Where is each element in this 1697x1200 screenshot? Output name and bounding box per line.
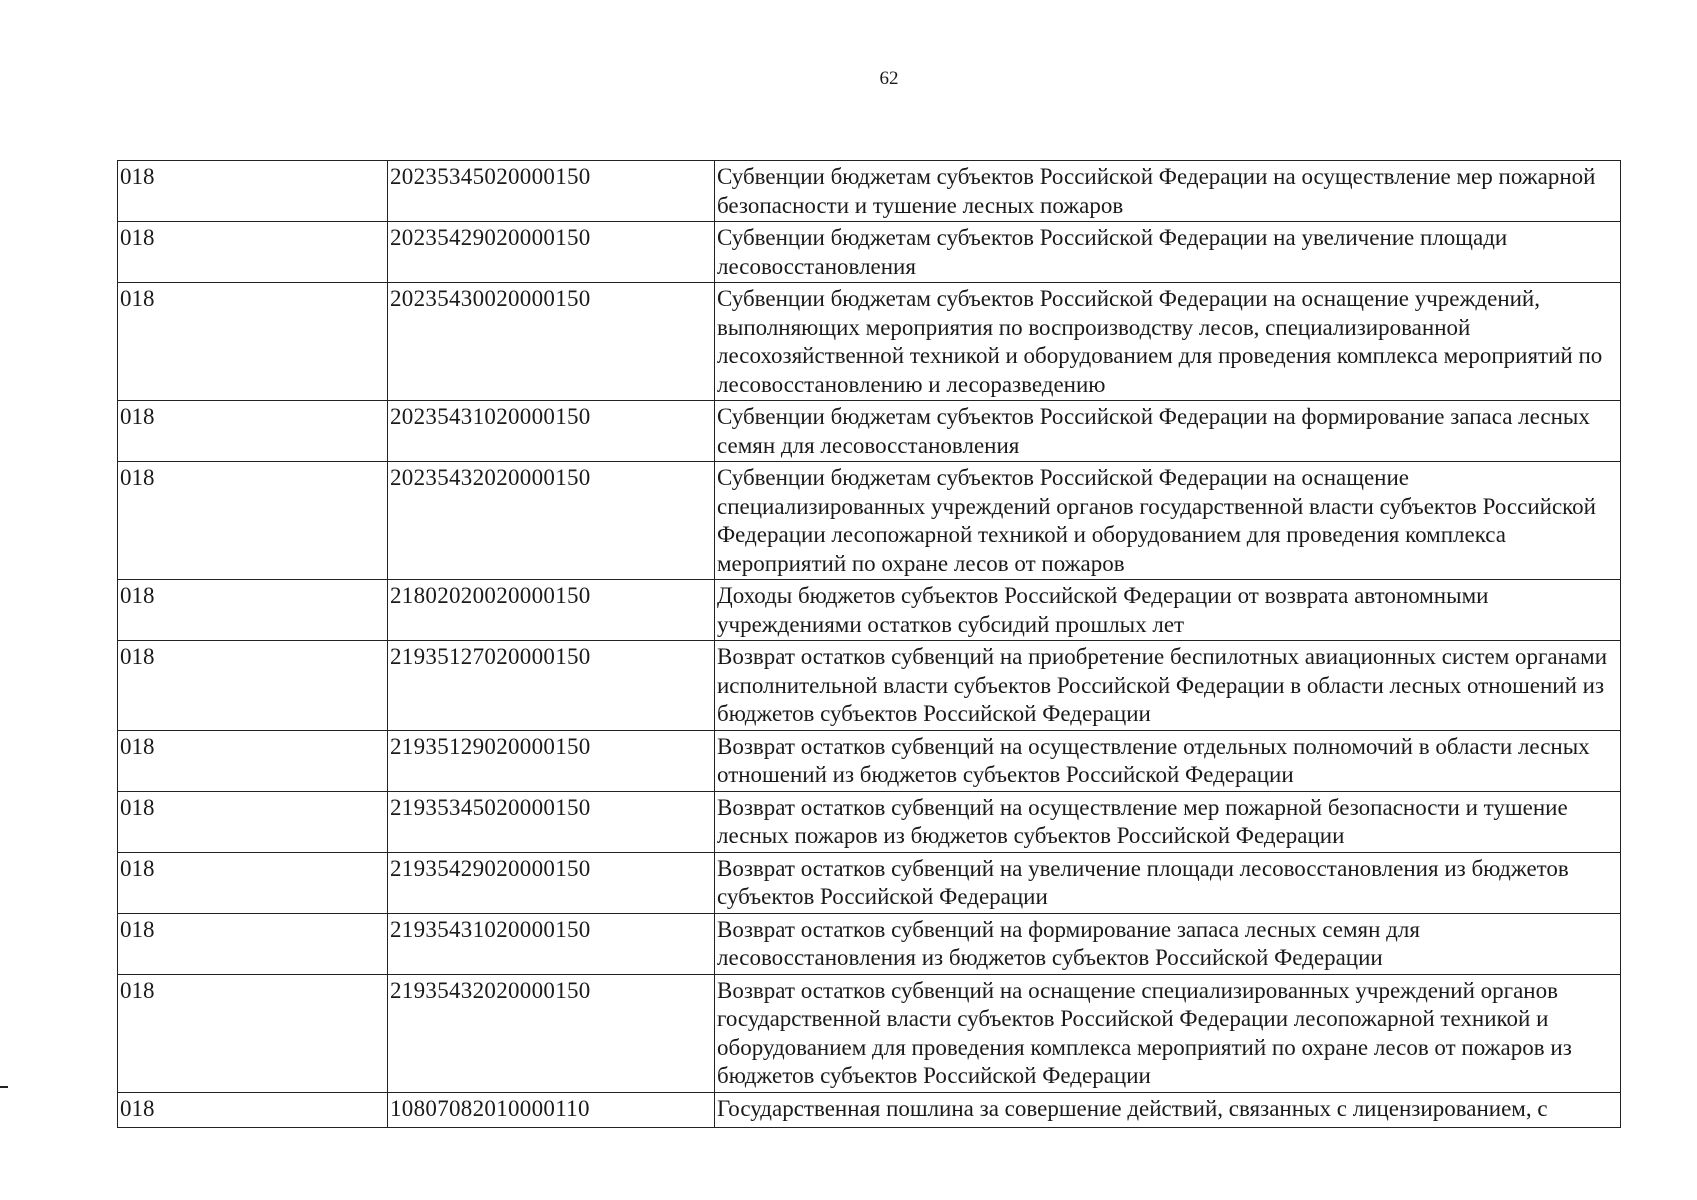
admin-code-cell: 018 <box>118 730 388 791</box>
page-number: 62 <box>879 68 899 89</box>
table-row <box>118 580 1621 641</box>
table-row <box>118 913 1621 974</box>
description-cell: Субвенции бюджетам субъектов Российской Федерации на осуществление мер пожарной безопасности и тушение лесных пожаров <box>715 161 1621 222</box>
budget-code-cell: 21935129020000150 <box>388 730 715 791</box>
table-row <box>118 730 1621 791</box>
table-row <box>118 401 1621 462</box>
table-row <box>118 1092 1621 1127</box>
description-cell: Государственная пошлина за совершение действий, связанных с лицензированием, с <box>715 1092 1621 1127</box>
admin-code-cell: 018 <box>118 913 388 974</box>
table-row <box>118 161 1621 222</box>
admin-code-cell: 018 <box>118 222 388 283</box>
description-cell: Субвенции бюджетам субъектов Российской Федерации на оснащение учреждений, выполняющих мероприятия по воспроизводству лесов, специализированной лесохозяйственной техникой и оборудованием для проведения комплекса мероприятий по лесовосстановлению и лесоразведению <box>715 283 1621 401</box>
admin-code-cell: 018 <box>118 161 388 222</box>
budget-code-cell: 21935432020000150 <box>388 974 715 1092</box>
table-row <box>118 974 1621 1092</box>
budget-code-cell: 21935127020000150 <box>388 641 715 731</box>
table-row <box>118 283 1621 401</box>
admin-code-cell: 018 <box>118 401 388 462</box>
description-cell: Субвенции бюджетам субъектов Российской Федерации на увеличение площади лесовосстановления <box>715 222 1621 283</box>
description-cell: Возврат остатков субвенций на оснащение специализированных учреждений органов государственной власти субъектов Российской Федерации лесопожарной техникой и оборудованием для проведения комплекса мероприятий по охране лесов от пожаров из бюджетов субъектов Российской Федерации <box>715 974 1621 1092</box>
budget-code-cell: 21935345020000150 <box>388 791 715 852</box>
admin-code-cell: 018 <box>118 791 388 852</box>
budget-code-cell: 21935431020000150 <box>388 913 715 974</box>
admin-code-cell: 018 <box>118 580 388 641</box>
budget-code-cell: 20235431020000150 <box>388 401 715 462</box>
admin-code-cell: 018 <box>118 641 388 731</box>
admin-code-cell: 018 <box>118 283 388 401</box>
description-cell: Возврат остатков субвенций на увеличение площади лесовосстановления из бюджетов субъектов Российской Федерации <box>715 852 1621 913</box>
description-cell: Возврат остатков субвенций на приобретение беспилотных авиационных систем органами исполнительной власти субъектов Российской Федерации в области лесных отношений из бюджетов субъектов Российской Федерации <box>715 641 1621 731</box>
description-cell: Субвенции бюджетам субъектов Российской Федерации на оснащение специализированных учреждений органов государственной власти субъектов Российской Федерации лесопожарной техникой и оборудованием для проведения комплекса мероприятий по охране лесов от пожаров <box>715 462 1621 580</box>
budget-code-cell: 20235430020000150 <box>388 283 715 401</box>
description-cell: Возврат остатков субвенций на осуществление мер пожарной безопасности и тушение лесных пожаров из бюджетов субъектов Российской Федерации <box>715 791 1621 852</box>
description-cell: Субвенции бюджетам субъектов Российской Федерации на формирование запаса лесных семян для лесовосстановления <box>715 401 1621 462</box>
budget-code-cell: 20235432020000150 <box>388 462 715 580</box>
description-cell: Возврат остатков субвенций на осуществление отдельных полномочий в области лесных отношений из бюджетов субъектов Российской Федерации <box>715 730 1621 791</box>
budget-code-cell: 10807082010000110 <box>388 1092 715 1127</box>
budget-code-cell: 20235429020000150 <box>388 222 715 283</box>
budget-code-cell: 21802020020000150 <box>388 580 715 641</box>
table-row <box>118 641 1621 731</box>
admin-code-cell: 018 <box>118 462 388 580</box>
description-cell: Возврат остатков субвенций на формирование запаса лесных семян для лесовосстановления из бюджетов субъектов Российской Федерации <box>715 913 1621 974</box>
admin-code-cell: 018 <box>118 974 388 1092</box>
admin-code-cell: 018 <box>118 852 388 913</box>
budget-code-cell: 21935429020000150 <box>388 852 715 913</box>
table-row <box>118 852 1621 913</box>
budget-codes-table <box>117 160 1621 1128</box>
description-cell: Доходы бюджетов субъектов Российской Федерации от возврата автономными учреждениями остатков субсидий прошлых лет <box>715 580 1621 641</box>
margin-mark <box>0 1086 8 1088</box>
table-row <box>118 791 1621 852</box>
table-row <box>118 462 1621 580</box>
table-row <box>118 222 1621 283</box>
budget-code-cell: 20235345020000150 <box>388 161 715 222</box>
admin-code-cell: 018 <box>118 1092 388 1127</box>
